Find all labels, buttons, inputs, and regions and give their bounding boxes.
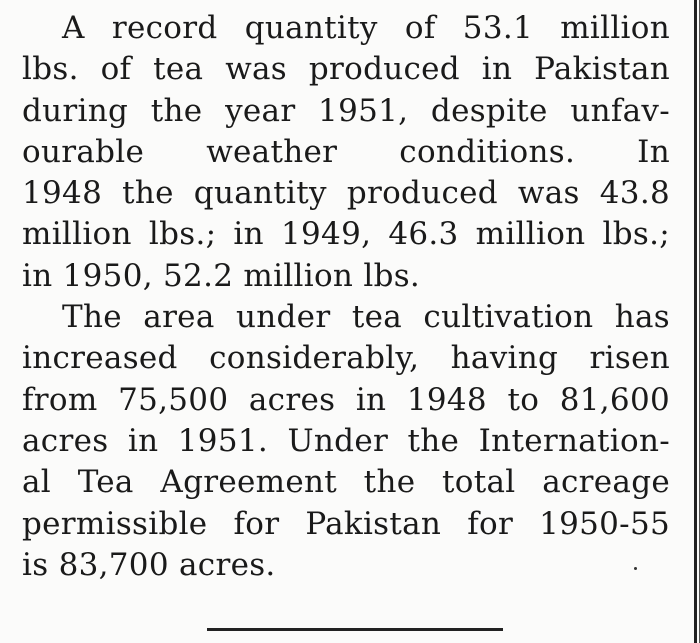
article-column [22,8,670,586]
section-divider [207,628,503,631]
text-line: from 75,500 acres in 1948 to 81,600 [22,381,670,418]
print-speck [634,567,637,570]
text-line: 1948 the quantity produced was 43.8 [22,175,670,212]
text-line: million lbs.; in 1949, 46.3 million lbs.; [22,216,670,253]
text-line: acres in 1951. Under the Internation- [22,422,670,459]
text-line: during the year 1951, despite unfav- [22,92,670,129]
column-border [694,0,697,643]
text-line: ourable weather conditions. In [22,133,670,170]
text-line: A record quantity of 53.1 million [62,10,670,46]
text-line: is 83,700 acres. [22,546,276,583]
text-line: The area under tea cultivation has [62,299,670,336]
text-line: in 1950, 52.2 million lbs. [22,257,421,294]
text-line: permissible for Pakistan for 1950-55 [22,505,670,542]
text-line: increased considerably, having risen [22,340,670,377]
text-line: lbs. of tea was produced in Pakistan [22,51,670,88]
text-line: al Tea Agreement the total acreage [22,464,670,501]
